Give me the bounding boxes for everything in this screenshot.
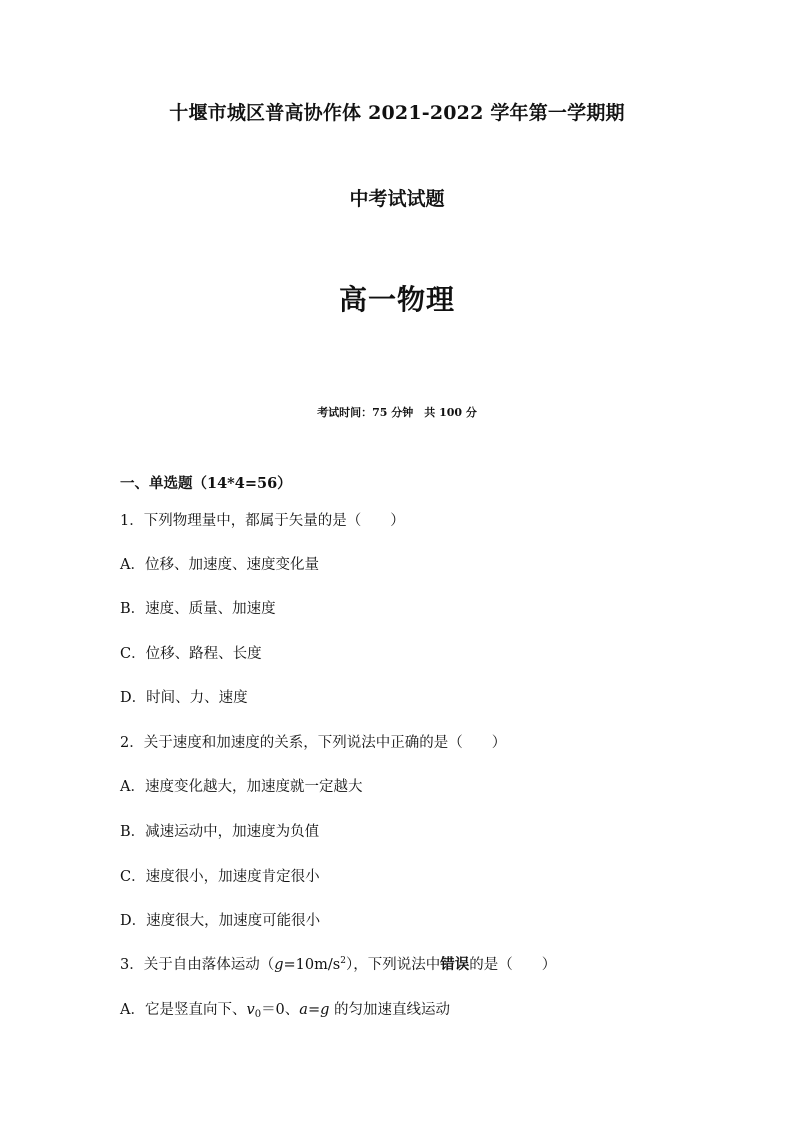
question-2-option-c: C．速度很小，加速度肯定很小 [120, 869, 320, 885]
q3-g-symbol: g [274, 957, 284, 973]
question-2-option-d: D．速度很大，加速度可能很小 [120, 913, 321, 929]
q3-stem-part4: 的是（ ） [469, 957, 557, 973]
q3-emphasis: 错误 [440, 956, 470, 973]
q3-exponent: 2 [340, 956, 346, 966]
q3a-equals: = [307, 1002, 321, 1018]
q3a-v-symbol: v [246, 1002, 255, 1018]
question-1-option-a: A．位移、加速度、速度变化量 [120, 557, 319, 573]
subject-title: 高一物理 [338, 283, 455, 316]
q3a-a-symbol: a [299, 1002, 308, 1018]
question-3-option-a [120, 998, 450, 1020]
question-1-option-c: C．位移、路程、长度 [120, 646, 262, 662]
q3a-part3: 的匀加速直线运动 [329, 1002, 451, 1018]
exam-title-line2: 中考试试题 [349, 188, 445, 210]
q3a-g-symbol: g [320, 1002, 330, 1018]
section-heading: 一、单选题（14*4=56） [120, 475, 292, 492]
question-3-stem [120, 953, 556, 974]
question-1-stem: 1．下列物理量中，都属于矢量的是（ ） [120, 513, 405, 529]
q3-stem-part2: =10m/s [283, 957, 341, 973]
question-1-option-d: D．时间、力、速度 [120, 690, 248, 706]
q3-stem-part1: 3．关于自由落体运动（ [120, 957, 275, 973]
q3a-part2: ＝0、 [261, 1002, 300, 1018]
question-2-option-b: B．减速运动中，加速度为负值 [120, 824, 320, 840]
question-2-option-a: A．速度变化越大，加速度就一定越大 [120, 779, 363, 795]
exam-info: 考试时间：75 分钟 共 100 分 [317, 406, 477, 419]
exam-title-line1: 十堰市城区普高协作体 2021-2022 学年第一学期期 [169, 102, 625, 124]
q3-stem-part3: ），下列说法中 [345, 957, 441, 973]
question-1-option-b: B．速度、质量、加速度 [120, 601, 276, 617]
q3a-part1: A．它是竖直向下、 [120, 1002, 247, 1018]
q3a-v-subscript: 0 [254, 1009, 262, 1020]
question-2-stem: 2．关于速度和加速度的关系，下列说法中正确的是（ ） [120, 735, 507, 751]
